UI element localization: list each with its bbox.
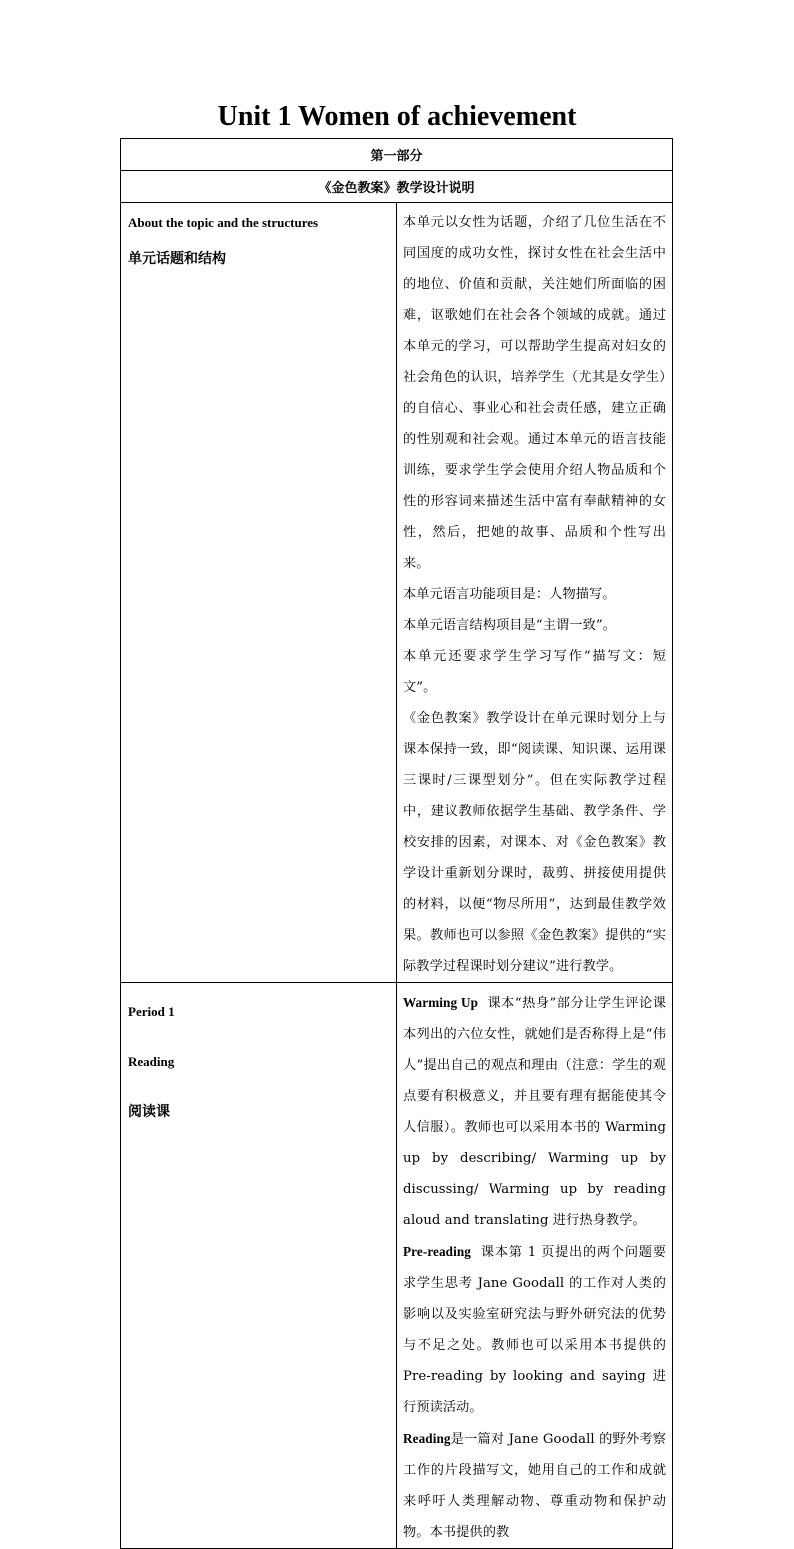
period-row [121,983,673,1549]
pre-reading-text: 课本第 1 页提出的两个问题要求学生思考 Jane Goodall 的工作对人类的影响以及实验室研究法与野外研究法的优势与不足之处。教师也可以采用本书提供的 Pre-reading by looking and saying 进行预读活动。 [403,1245,666,1415]
topic-paragraph: 本单元以女性为话题，介绍了几位生活在不同国度的成功女性，探讨女性在社会生活中的地位、价值和贡献，关注她们所面临的困难，讴歌她们在社会各个领域的成就。通过本单元的学习，可以帮助学生提高对妇女的社会角色的认识，培养学生（尤其是女学生）的自信心、事业心和社会责任感，建立正确的性别观和社会观。通过本单元的语言技能训练，要求学生学会使用介绍人物品质和个性的形容词来描述生活中富有奉献精神的女性，然后，把她的故事、品质和个性写出来。 [403,215,666,571]
page-title: Unit 1 Women of achievement [217,101,577,132]
warming-up-paragraph [403,987,666,1236]
pre-reading-paragraph [403,1236,666,1423]
topic-paragraph: 本单元语言结构项目是“主谓一致”。 [403,618,616,633]
reading-label-cn: 阅读课 [128,1104,170,1120]
lesson-plan-table [120,138,673,1549]
topic-content-cell [397,203,673,983]
topic-label-en: About the topic and the structures [128,215,319,230]
topic-paragraph: 本单元语言功能项目是：人物描写。 [403,587,616,602]
warming-up-label: Warming Up [403,995,479,1010]
design-description-heading: 《金色教案》教学设计说明 [121,171,673,203]
topic-paragraph: 本单元还要求学生学习写作“描写文：短文”。 [403,649,666,695]
topic-row [121,203,673,983]
period-label: Period 1 [128,1004,175,1019]
reading-section-label: Reading [403,1431,451,1446]
reading-label: Reading [128,1054,175,1069]
topic-label-cell [121,203,397,983]
warming-up-text: 课本“热身”部分让学生评论课本列出的六位女性，就她们是否称得上是“伟人”提出自己的观点和理由（注意：学生的观点要有积极意义，并且要有理有据能使其令人信服）。教师也可以采用本书的 Warming up by describing/ Warming up by discussing/ Warming up by reading aloud and translating 进行热身教学。 [403,996,666,1228]
reading-text: 是一篇对 Jane Goodall 的野外考察工作的片段描写文，她用自己的工作和成就来呼吁人类理解动物、尊重动物和保护动物。本书提供的教 [403,1432,666,1540]
period-label-cell [121,983,397,1549]
topic-paragraph: 《金色教案》教学设计在单元课时划分上与课本保持一致，即“阅读课、知识课、运用课三课时/三课型划分”。但在实际教学过程中，建议教师依据学生基础、教学条件、学校安排的因素，对课本、对《金色教案》教学设计重新划分课时，裁剪、拼接使用提供的材料，以便“物尽所用”，达到最佳教学效果。教师也可以参照《金色教案》提供的“实际教学过程课时划分建议”进行教学。 [403,711,666,974]
topic-label-cn: 单元话题和结构 [128,251,226,267]
period-content-cell [397,983,673,1549]
pre-reading-label: Pre-reading [403,1244,472,1259]
reading-paragraph [403,1423,666,1548]
part-heading: 第一部分 [121,139,673,171]
header-row-part [121,139,673,171]
header-row-description [121,171,673,203]
